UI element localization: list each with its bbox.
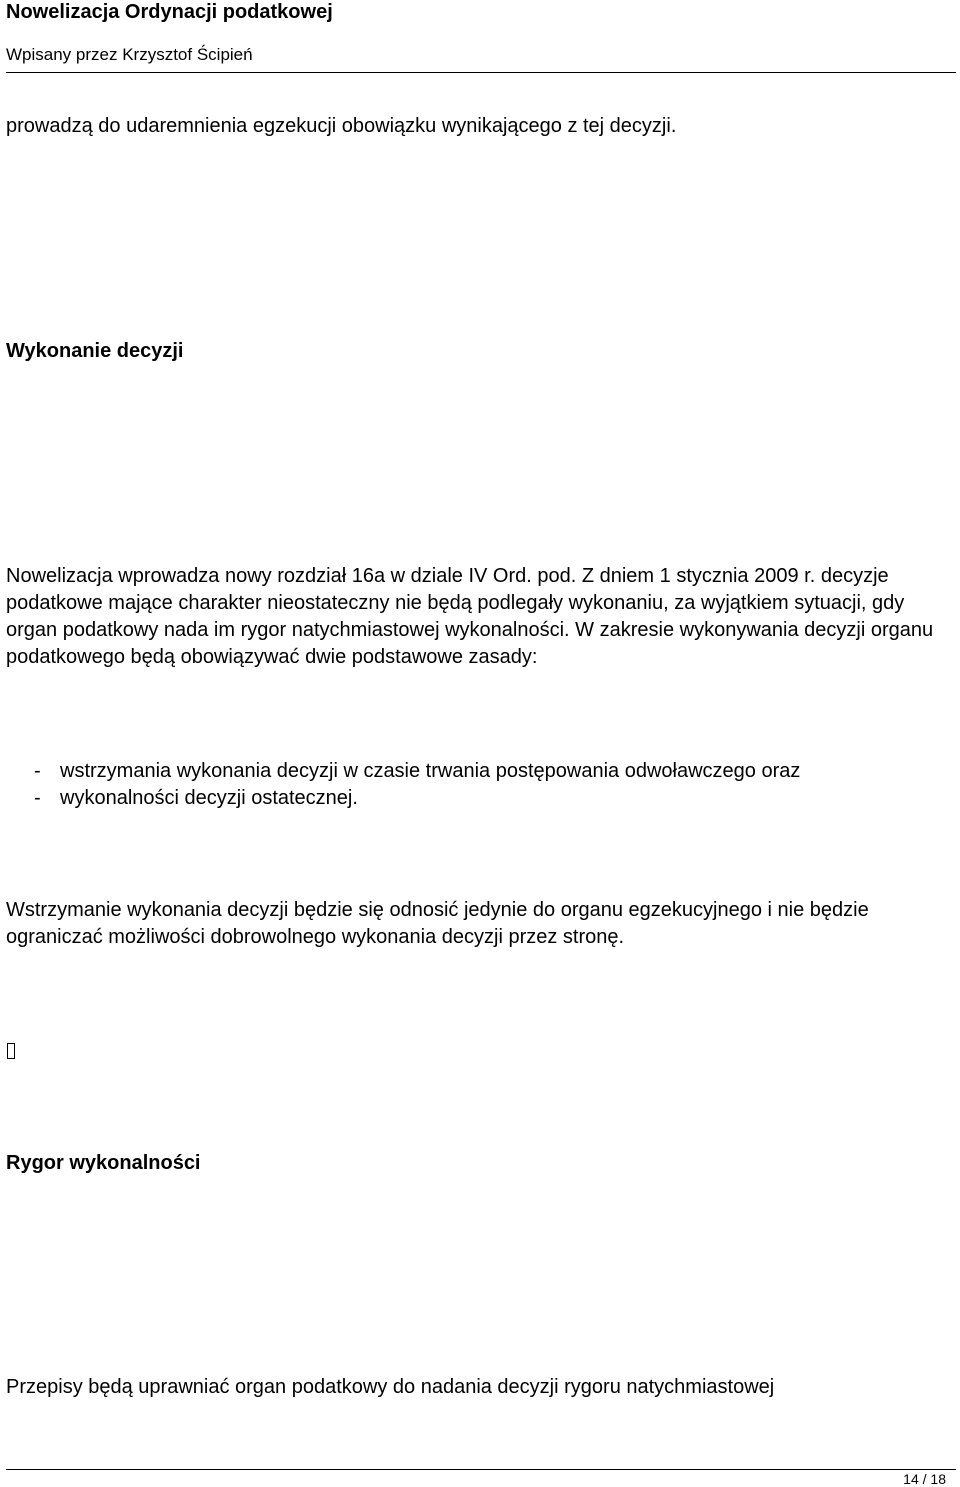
list-dash: - [34,760,41,782]
intro-paragraph: prowadzą do udaremnienia egzekucji obowiązku wynikającego z tej decyzji. [6,115,677,137]
list-item [6,758,956,785]
header-divider [6,72,956,73]
page-number: 14 / 18 [903,1471,946,1487]
paragraph-nowelizacja: Nowelizacja wprowadza nowy rozdział 16a w dziale IV Ord. pod. Z dniem 1 stycznia 2009 r. decyzje podatkowe mające charakter nieostateczny nie będą podlegały wykonaniu, za wyjątkiem sytuacji, gdy organ podatkowy nada im rygor natychmiastowej wykonalności. W zakresie wykonywania decyzji organu podatkowego będą obowiązywać dwie podstawowe zasady: [6,565,934,668]
list-item [6,785,956,812]
paragraph-przepisy: Przepisy będą uprawniać organ podatkowy do nadania decyzji rygoru natychmiastowej [6,1376,775,1398]
section-heading-wykonanie: Wykonanie decyzji [6,340,184,362]
principles-list [6,758,956,812]
list-dash: - [34,787,41,809]
footer-divider [6,1469,956,1470]
author-line: Wpisany przez Krzysztof Ścipień [6,45,253,64]
document-title: Nowelizacja Ordynacji podatkowej [6,1,333,23]
paragraph-wstrzymanie: Wstrzymanie wykonania decyzji będzie się odnosić jedynie do organu egzekucyjnego i nie będzie ograniczać możliwości dobrowolnego wykonania decyzji przez stronę. [6,899,869,948]
section-heading-rygor: Rygor wykonalności [6,1152,201,1174]
list-item-text: wykonalności decyzji ostatecznej. [60,787,358,809]
list-item-text: wstrzymania wykonania decyzji w czasie trwania postępowania odwoławczego oraz [60,760,801,782]
missing-glyph-icon [7,1043,15,1059]
